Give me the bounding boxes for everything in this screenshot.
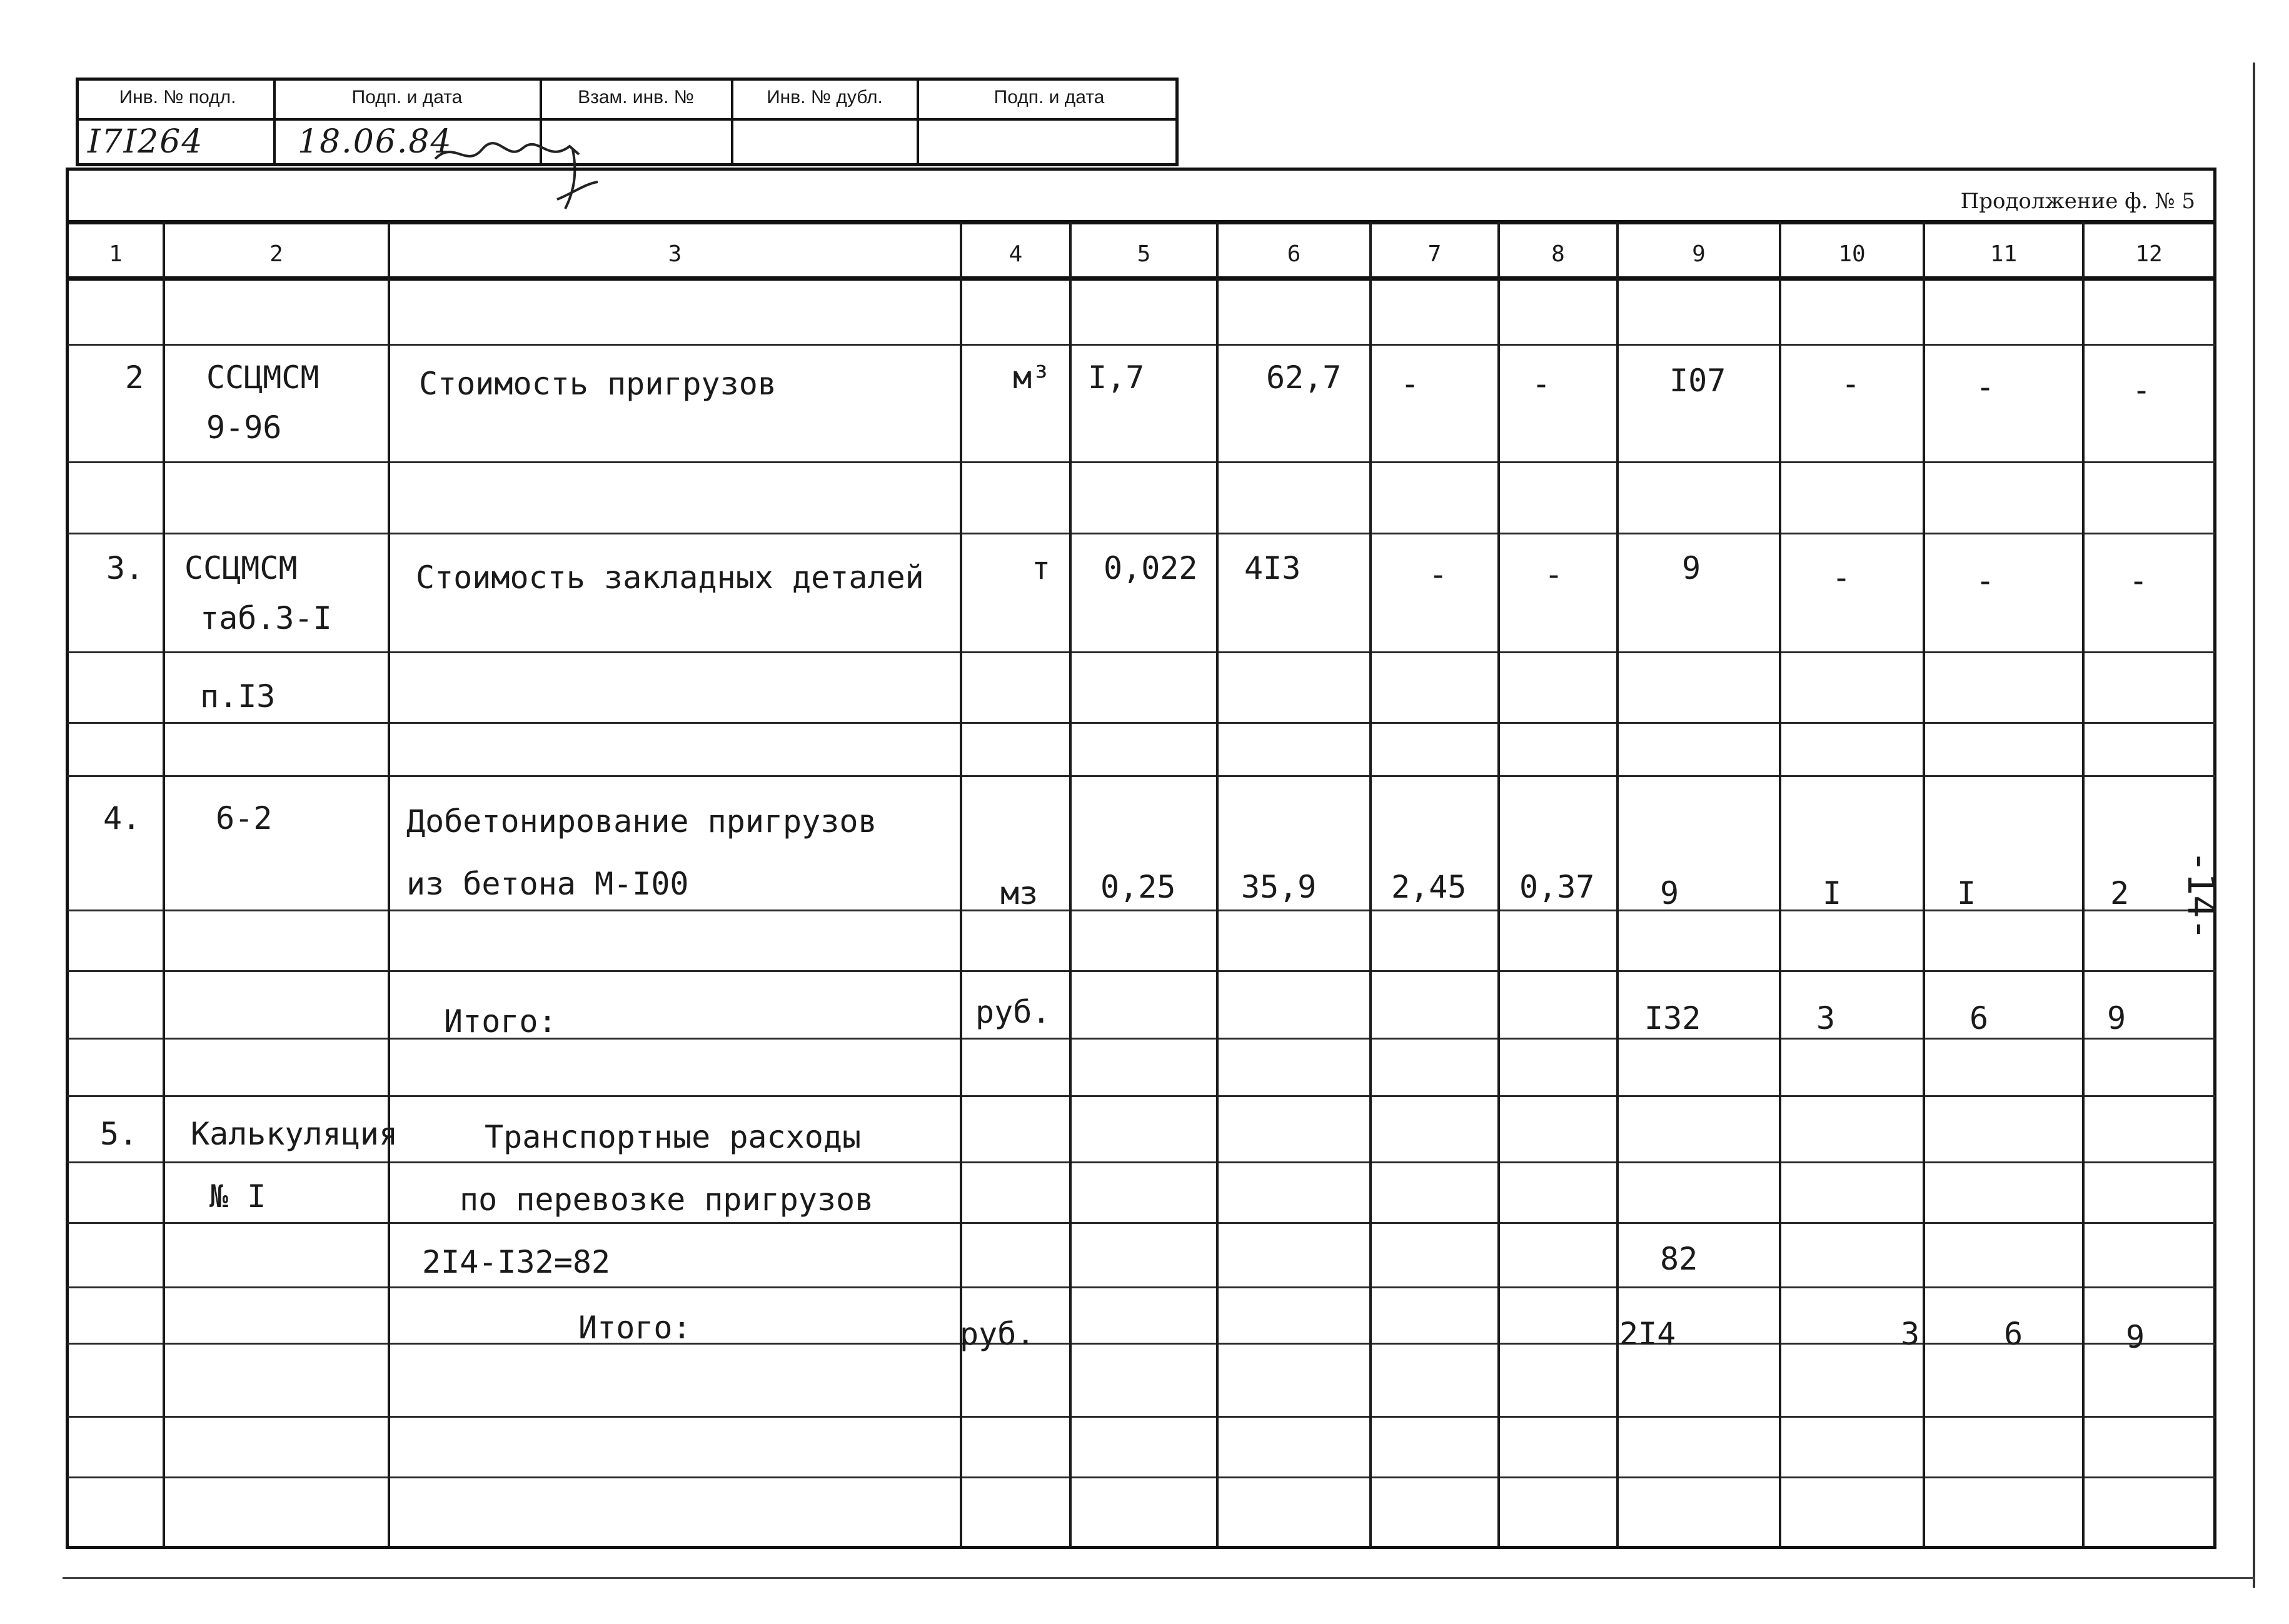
column-number-11: 11 xyxy=(1990,241,2018,267)
subtotal-1-label: Итого: xyxy=(444,1003,557,1040)
row-4-col10: I xyxy=(1823,875,1842,911)
row-4-col12: 2 xyxy=(2110,875,2130,911)
row-3-col6: 4I3 xyxy=(1244,550,1301,586)
row-2-code-line-1: ССЦМСМ xyxy=(206,359,319,396)
row-2-name: Стоимость пригрузов xyxy=(419,366,777,402)
column-number-5: 5 xyxy=(1137,241,1151,267)
stamp-label-replacement-inv: Взам. инв. № xyxy=(578,87,694,108)
stamp-label-duplicate-inv: Инв. № дубл. xyxy=(767,87,883,108)
row-4-col9: 9 xyxy=(1660,875,1679,911)
subtotal-2-unit: руб. xyxy=(960,1316,1035,1352)
column-number-7: 7 xyxy=(1427,241,1442,267)
row-5-name-line-3: 2I4-I32=82 xyxy=(422,1244,611,1280)
row-3-col10: - xyxy=(1832,559,1851,596)
row-4-col6: 35,9 xyxy=(1241,869,1317,905)
column-rule xyxy=(2082,222,2085,1547)
column-rule xyxy=(163,222,165,1547)
subtotal-2-col11: 6 xyxy=(2004,1316,2023,1352)
column-number-12: 12 xyxy=(2135,241,2163,267)
row-3-col11: - xyxy=(1976,563,1995,599)
stamp-label-inv-number: Инв. № подл. xyxy=(119,87,236,108)
row-3-number: 3. xyxy=(106,550,144,586)
row-3-name: Стоимость закладных деталей xyxy=(416,559,924,596)
row-3-code-line-1: ССЦМСМ xyxy=(184,550,298,586)
row-4-name-line-2: из бетона М-I00 xyxy=(406,866,689,902)
row-2-unit: м³ xyxy=(1013,359,1051,396)
row-4-col8: 0,37 xyxy=(1519,869,1595,905)
stamp-divider xyxy=(273,81,276,163)
row-2-col8: - xyxy=(1532,366,1551,402)
row-3-code-line-2: таб.3-I xyxy=(200,600,332,636)
row-5-name-line-2: по перевозке пригрузов xyxy=(460,1181,874,1218)
subtotal-1-unit: руб. xyxy=(975,994,1051,1030)
row-5-col9: 82 xyxy=(1660,1241,1698,1277)
column-rule xyxy=(388,222,390,1547)
row-5-code-line-2: № I xyxy=(209,1178,266,1215)
row-3-col5: 0,022 xyxy=(1104,550,1198,586)
title-block-stamp xyxy=(76,78,1179,166)
row-3-col7: - xyxy=(1429,556,1448,593)
column-rule xyxy=(1369,222,1372,1547)
subtotal-1-col10: 3 xyxy=(1816,1000,1836,1036)
row-4-name-line-1: Добетонирование пригрузов xyxy=(406,803,877,840)
row-2-col11: - xyxy=(1976,369,1995,405)
subtotal-2-label: Итого: xyxy=(578,1310,692,1346)
row-3-col8: - xyxy=(1544,556,1564,593)
stamp-divider xyxy=(917,81,919,163)
column-number-8: 8 xyxy=(1551,241,1565,267)
column-rule xyxy=(1069,222,1072,1547)
row-2-col10: - xyxy=(1841,366,1861,402)
row-3-col9: 9 xyxy=(1682,550,1701,586)
stamp-divider xyxy=(731,81,733,163)
column-number-10: 10 xyxy=(1838,241,1866,267)
stamp-label-signature-date: Подп. и дата xyxy=(351,87,463,108)
row-5-code-line-1: Калькуляция xyxy=(191,1116,398,1152)
row-3-code-line-3: п.I3 xyxy=(200,678,276,714)
sheet-right-edge xyxy=(2253,63,2255,1588)
column-rule xyxy=(1616,222,1619,1547)
stamp-label-signature-date-2: Подп. и дата xyxy=(994,87,1105,108)
subtotal-1-col12: 9 xyxy=(2107,1000,2126,1036)
row-2-col9: I07 xyxy=(1669,363,1726,399)
row-4-unit: мз xyxy=(1000,875,1039,911)
subtotal-2-col10: 3 xyxy=(1901,1316,1920,1352)
column-rule xyxy=(1497,222,1500,1547)
subtotal-1-col9: I32 xyxy=(1644,1000,1701,1036)
row-3-col12: - xyxy=(2129,563,2148,599)
column-number-3: 3 xyxy=(668,241,682,267)
subtotal-2-col9: 2I4 xyxy=(1619,1316,1676,1352)
page-number: -14- xyxy=(2179,850,2223,941)
row-2-col12: - xyxy=(2132,372,2151,408)
column-number-4: 4 xyxy=(1009,241,1023,267)
column-rule xyxy=(1923,222,1925,1547)
row-5-name-line-1: Транспортные расходы xyxy=(485,1119,862,1155)
stamp-inv-number-value: I7I264 xyxy=(88,123,204,161)
row-4-col5: 0,25 xyxy=(1100,869,1176,905)
form-continuation-label: Продолжение ф. № 5 xyxy=(1960,189,2195,214)
subtotal-1-col11: 6 xyxy=(1970,1000,1989,1036)
sheet-bottom-edge xyxy=(63,1577,2255,1579)
row-2-code-line-2: 9-96 xyxy=(206,409,282,446)
stamp-signed-date-value: 18.06.84 xyxy=(298,123,453,161)
column-number-9: 9 xyxy=(1692,241,1706,267)
column-rule xyxy=(1779,222,1781,1547)
row-3-unit: т xyxy=(1032,550,1051,586)
row-4-col11: I xyxy=(1957,875,1976,911)
row-5-number: 5. xyxy=(100,1116,138,1152)
column-number-1: 1 xyxy=(109,241,123,267)
row-4-col7: 2,45 xyxy=(1391,869,1467,905)
row-2-col7: - xyxy=(1401,366,1420,402)
subtotal-2-col12: 9 xyxy=(2126,1319,2145,1355)
row-2-col5: I,7 xyxy=(1088,359,1145,396)
row-4-number: 4. xyxy=(103,800,141,836)
column-number-6: 6 xyxy=(1287,241,1301,267)
column-rule xyxy=(1216,222,1219,1547)
column-number-2: 2 xyxy=(269,241,283,267)
row-4-code: 6-2 xyxy=(216,800,273,836)
row-2-col6: 62,7 xyxy=(1266,359,1342,396)
row-2-number: 2 xyxy=(125,359,144,396)
